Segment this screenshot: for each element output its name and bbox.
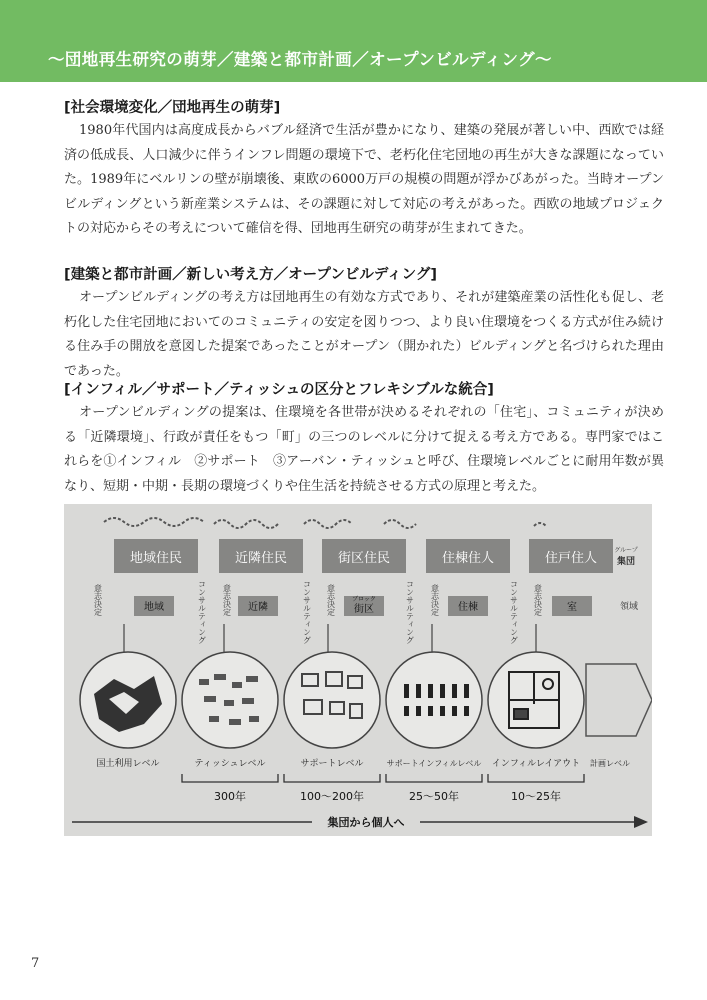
- header-banner: [0, 0, 707, 82]
- duration-4: 10〜25年: [511, 790, 561, 803]
- decision-label-1: 意志決定: [93, 584, 103, 616]
- planning-chevron: [586, 664, 652, 736]
- domain-heading: 領域: [619, 602, 639, 612]
- domain-label-1: 地域: [144, 602, 164, 613]
- level-label-1: 国土利用レベル: [96, 759, 160, 769]
- banner-title: 〜団地再生研究の萌芽／建築と都市計画／オープンビルディング〜: [48, 50, 552, 69]
- level-label-6: 計画レベル: [590, 759, 630, 768]
- section-heading-3: [インフィル／サポート／ティッシュの区分とフレキシブルな統合]: [64, 382, 494, 398]
- open-building-diagram: [64, 504, 652, 836]
- decision-label-4: 意志決定: [430, 584, 440, 616]
- section-body-3: オープンビルディングの提案は、住環境を各世帯が決めるそれぞれの「住宅」、コミュニティが決める「近隣環境」、行政が責任をもつ「町」の三つのレベルに分けて捉える考え方である。専門家ではこれらを①インフィル ②サポート ③アーバン・ティッシュと呼び、住環境レベルごとに耐用年数が異なり、短期・中期・長期の環境づくりや住生活を持続させる方式の原理と考えた。: [64, 405, 664, 494]
- level-label-2: ティッシュレベル: [194, 759, 266, 769]
- consulting-label-3: コンサルティング: [405, 580, 415, 644]
- group-label-4: 住棟住人: [441, 551, 495, 566]
- consulting-label-1: コンサルティング: [197, 580, 207, 644]
- duration-1: 300年: [214, 790, 246, 803]
- section-heading-2: [建築と都市計画／新しい考え方／オープンビルディング]: [64, 267, 437, 283]
- section-heading-1: [社会環境変化／団地再生の萌芽]: [64, 100, 281, 116]
- level-label-4: サポートインフィルレベル: [386, 759, 482, 768]
- group-label-2: 近隣住民: [234, 551, 288, 566]
- level-label-3: サポートレベル: [300, 759, 364, 769]
- group-label-1: 地域住民: [129, 551, 183, 566]
- group-label-5: 住戸住人: [544, 551, 598, 566]
- consulting-label-2: コンサルティング: [302, 580, 312, 644]
- direction-arrowhead: [634, 816, 648, 828]
- section-body-1: 1980年代国内は高度成長からバブル経済で生活が豊かになり、建築の発展が著しい中、西欧では経済の低成長、人口減少に伴うインフレ問題の環境下で、老朽化住宅団地の再生が大きな課題になっていた。1989年にベルリンの壁が崩壊後、東欧の6000万戸の規模の問題が浮かびあがった。当時オープンビルディングという新産業システムは、その課題に対して対応の考えがあった。西欧の地域プロジェクトの対応からその考えについて確信を得、団地再生研究の萌芽が生まれてきた。: [64, 123, 664, 236]
- level-circle: [386, 652, 482, 748]
- domain-ruby: ブロック: [352, 596, 376, 603]
- section-body-2: オープンビルディングの考え方は団地再生の有効な方式であり、それが建築産業の活性化も促し、老朽化した住宅団地においてのコミュニティの安定を図りつつ、より良い住環境をつくる方式が住み続ける住み手の開放を意図した提案であったことがオープン（開かれた）ビルディングと名づけられた理由であった。: [64, 290, 664, 379]
- direction-label: 集団から個人へ: [327, 816, 405, 829]
- duration-3: 25〜50年: [409, 790, 459, 803]
- duration-2: 100〜200年: [300, 790, 364, 803]
- page-number: 7: [31, 956, 40, 971]
- level-circle: [284, 652, 380, 748]
- domain-label-2: 近隣: [248, 602, 268, 613]
- domain-label-3: 街区: [354, 604, 374, 615]
- domain-label-5: 室: [567, 602, 577, 613]
- decision-label-5: 意志決定: [533, 584, 543, 616]
- consulting-label-4: コンサルティング: [509, 580, 519, 644]
- crowd-decoration: [104, 518, 546, 528]
- group-label-ruby: グループ: [614, 547, 638, 554]
- level-label-5: インフィルレイアウト: [491, 759, 581, 769]
- decision-label-2: 意志決定: [222, 584, 232, 616]
- group-label-heading: 集団: [616, 557, 636, 567]
- group-label-3: 街区住民: [337, 551, 391, 566]
- decision-label-3: 意志決定: [326, 584, 336, 616]
- domain-label-4: 住棟: [458, 602, 478, 613]
